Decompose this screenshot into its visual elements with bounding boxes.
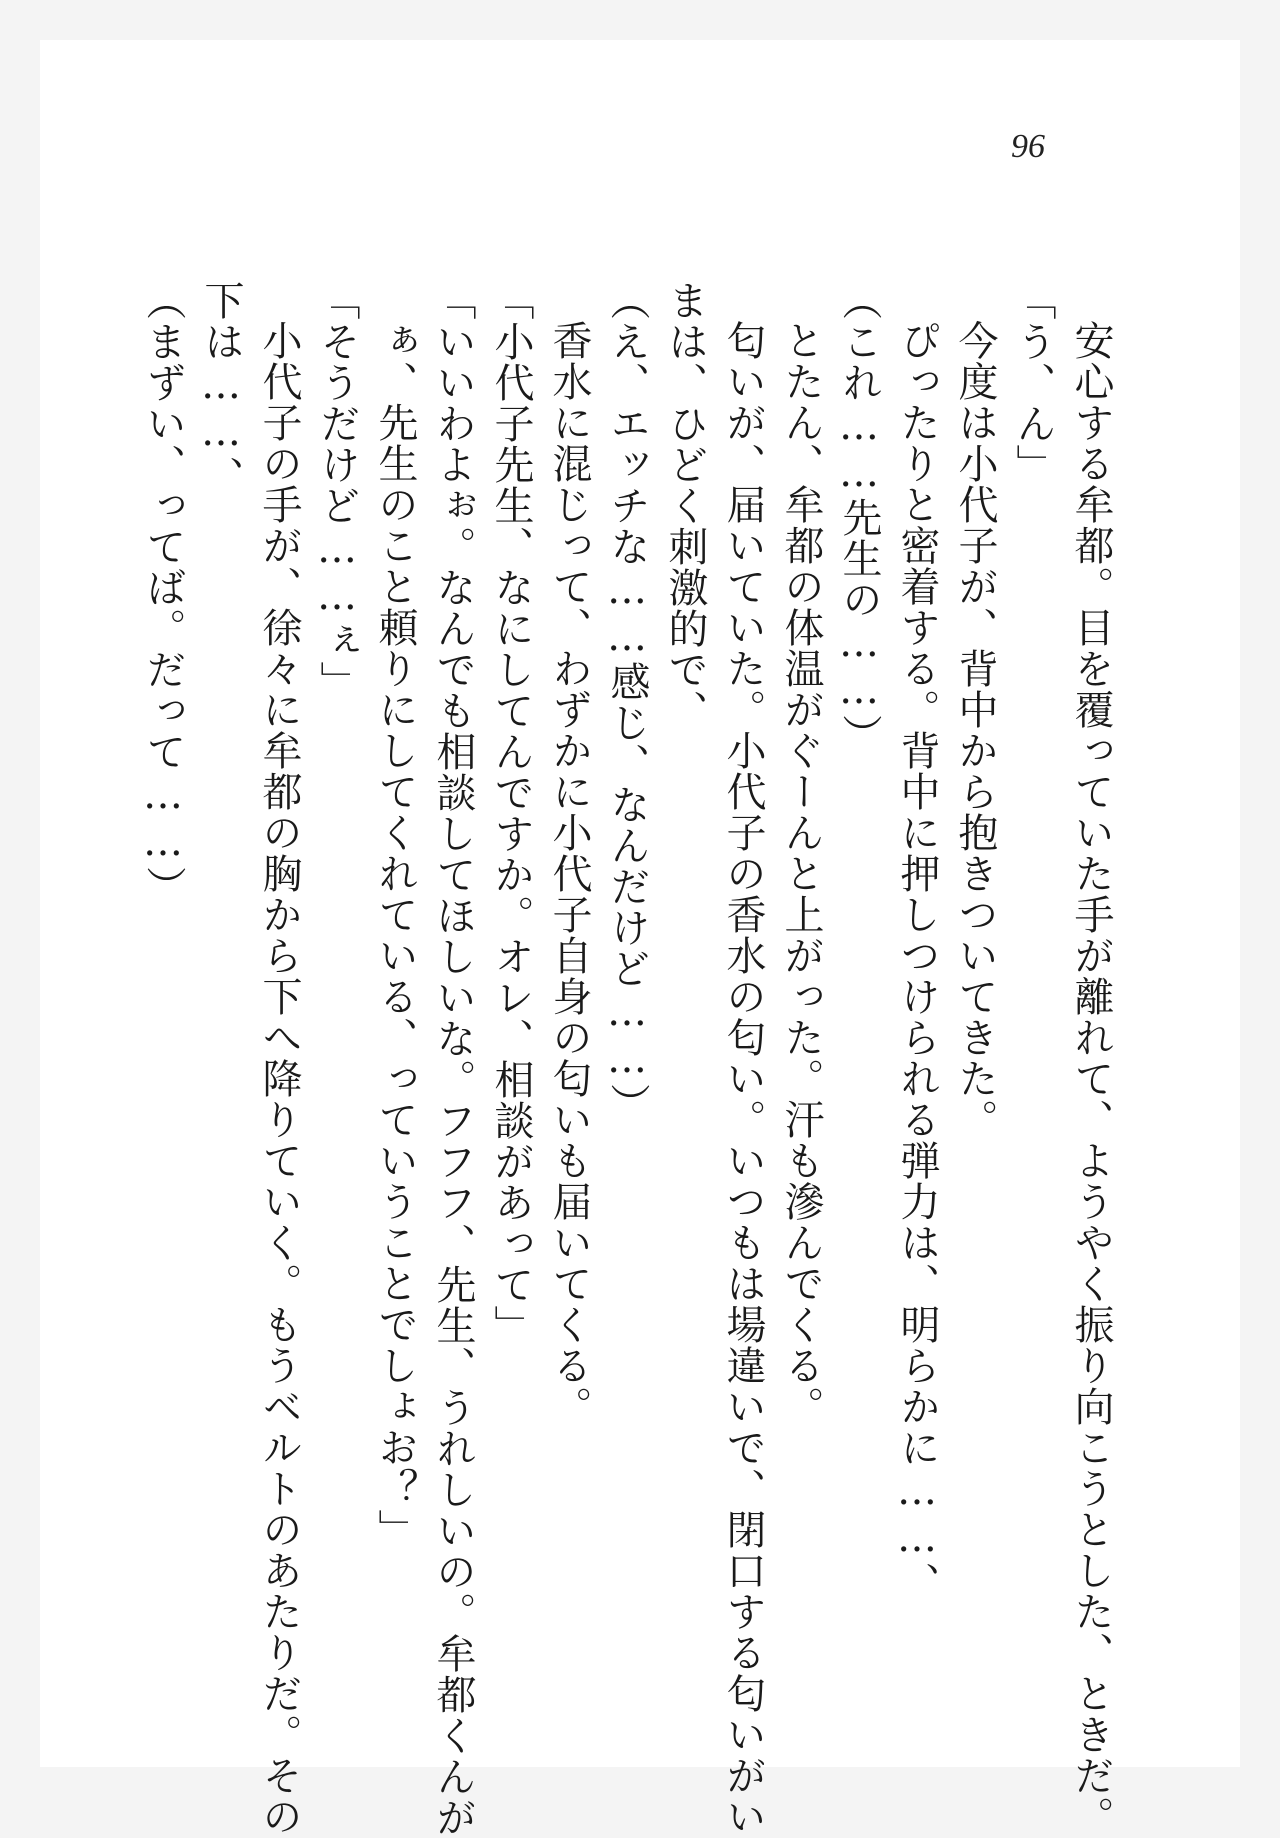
text-line: 匂いが、届いていた。小代子の香水の匂い。いつもは場違いで、閉口する匂いがい <box>720 320 766 1837</box>
text-line: とたん、牟都の体温がぐーんと上がった。汗も滲んでくる。 <box>778 320 824 1427</box>
text-line: 「う、ん」 <box>1010 280 1056 485</box>
text-line: 今度は小代子が、背中から抱きついてきた。 <box>952 320 998 1140</box>
text-line: 下は……、 <box>198 280 244 497</box>
text-line: 「いいわよぉ。なんでも相談してほしいな。フフフ、先生、うれしいの。牟都くんが <box>430 280 476 1838</box>
book-page <box>40 40 1240 1838</box>
text-line: 「そうだけど……ぇ」 <box>314 280 360 702</box>
text-line: （まずい、ってば。だって……） <box>140 280 186 907</box>
page-number: 96 <box>1011 128 1045 165</box>
text-line: ぁ、先生のこと頼りにしてくれている、っていうことでしょお？」 <box>372 320 418 1550</box>
vertical-text-body <box>134 280 1120 1838</box>
text-line: 香水に混じって、わずかに小代子自身の匂いも届いてくる。 <box>546 320 592 1427</box>
text-line: 「小代子先生、なにしてんですか。オレ、相談があって」 <box>488 280 534 1346</box>
text-line: 安心する牟都。目を覆っていた手が離れて、ようやく振り向こうとした、ときだ。 <box>1068 320 1114 1837</box>
text-line: ぴったりと密着する。背中に押しつけられる弾力は、明らかに……、 <box>894 320 940 1603</box>
text-line: （これ……先生の……） <box>836 280 882 755</box>
text-line: （え、エッチな……感じ、なんだけど……） <box>604 280 650 1124</box>
text-line: まは、ひどく刺激的で、 <box>662 280 708 731</box>
text-line: 小代子の手が、徐々に牟都の胸から下へ降りていく。もうベルトのあたりだ。その <box>256 320 302 1837</box>
